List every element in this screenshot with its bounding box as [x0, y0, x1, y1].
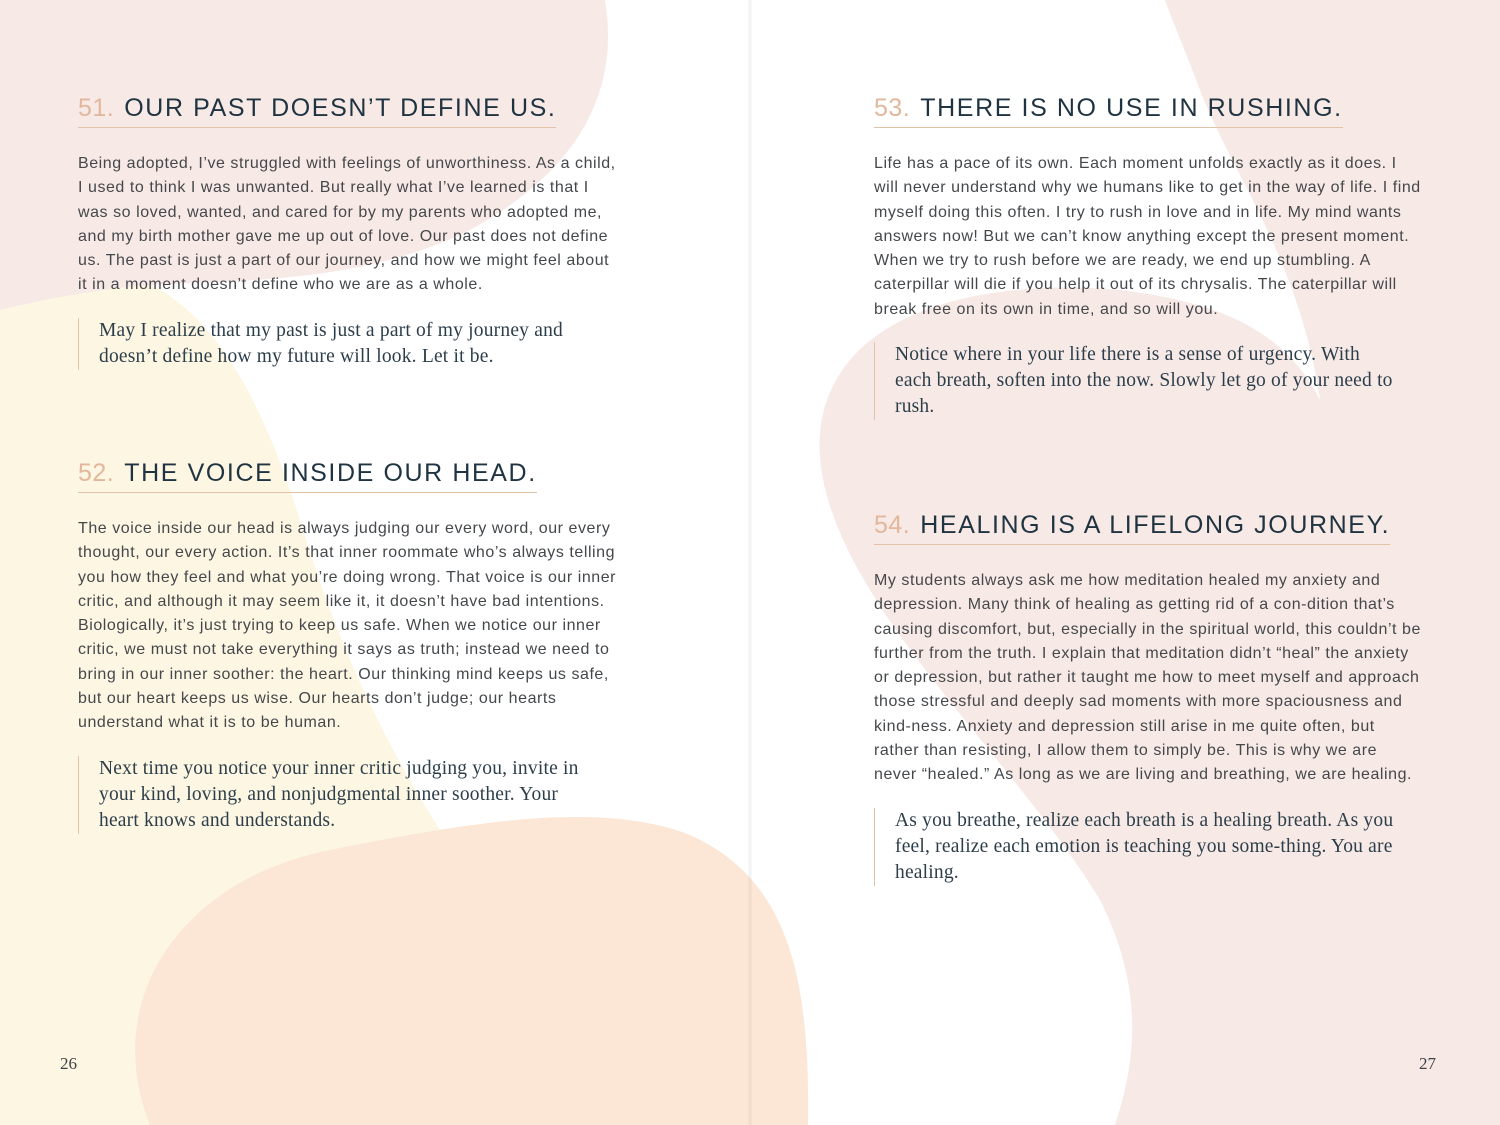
reflection-prompt: As you breathe, realize each breath is a healing breath. As you feel, realize each emotion is teaching you some-thing. You are healing.: [874, 808, 1400, 886]
reflection-prompt: Notice where in your life there is a sense of urgency. With each breath, soften into the now. Slowly let go of your need to rush.: [874, 342, 1400, 420]
section-title: HEALING IS A LIFELONG JOURNEY.: [920, 511, 1391, 539]
right-page: [750, 0, 1500, 1125]
section-heading: [78, 94, 556, 128]
reflection-prompt: Next time you notice your inner critic judging you, invite in your kind, loving, and nonjudgmental inner soother. Your heart knows and understands.: [78, 756, 599, 834]
page-number: 26: [60, 1054, 77, 1073]
section-number: 51.: [78, 94, 115, 122]
section-body: My students always ask me how meditation healed my anxiety and depression. Many think of healing as getting rid of a con-dition that’s causing discomfort, but, especially in the spiritual world, this couldn’t be further from the truth. I explain that meditation didn’t “heal” the anxiety or depression, but rather it taught me how to meet myself and approach those stressful and deeply sad moments with more spaciousness and kind-ness. Anxiety and depression still arise in me quite often, but rather than resisting, I allow them to simply be. This is why we are never “healed.” As long as we are living and breathing, we are healing.: [874, 572, 1421, 784]
section-title: THE VOICE INSIDE OUR HEAD.: [124, 459, 537, 487]
section-54: [874, 511, 1424, 886]
section-heading: [874, 511, 1390, 545]
section-52: [78, 459, 623, 834]
section-title: THERE IS NO USE IN RUSHING.: [920, 94, 1343, 122]
section-title: OUR PAST DOESN’T DEFINE US.: [124, 94, 557, 122]
section-number: 53.: [874, 94, 911, 122]
section-51: [78, 94, 623, 370]
reflection-prompt: May I realize that my past is just a part of my journey and doesn’t define how my future will look. Let it be.: [78, 318, 599, 370]
section-53: [874, 94, 1424, 420]
section-number: 54.: [874, 511, 911, 539]
section-heading: [78, 459, 537, 493]
section-body: Life has a pace of its own. Each moment unfolds exactly as it does. I will never understand why we humans like to get in the way of life. I find myself doing this often. I try to rush in love and in life. My mind wants answers now! But we can’t know anything except the present moment. When we try to rush before we are ready, we end up stumbling. A caterpillar will die if you help it out of its chrysalis. The caterpillar will break free on its own in time, and so will you.: [874, 155, 1421, 318]
section-heading: [874, 94, 1343, 128]
section-body: The voice inside our head is always judging our every word, our every thought, our every action. It’s that inner roommate who’s always telling you how they feel and what you’re doing wrong. That voice is our inner critic, and although it may seem like it, it doesn’t have bad intentions. Biologically, it’s just trying to keep us safe. When we notice our inner critic, we must not take everything it says as truth; instead we need to bring in our inner soother: the heart. Our thinking mind keeps us safe, but our heart keeps us wise. Our hearts don’t judge; our hearts understand what it is to be human.: [78, 520, 617, 732]
page-number: 27: [1419, 1054, 1436, 1073]
section-body: Being adopted, I’ve struggled with feelings of unworthiness. As a child, I used to think I was unwanted. But really what I’ve learned is that I was so loved, wanted, and cared for by my parents who adopted me, and my birth mother gave me up out of love. Our past does not define us. The past is just a part of our journey, and how we might feel about it in a moment doesn’t define who we are as a whole.: [78, 155, 616, 294]
section-number: 52.: [78, 459, 115, 487]
